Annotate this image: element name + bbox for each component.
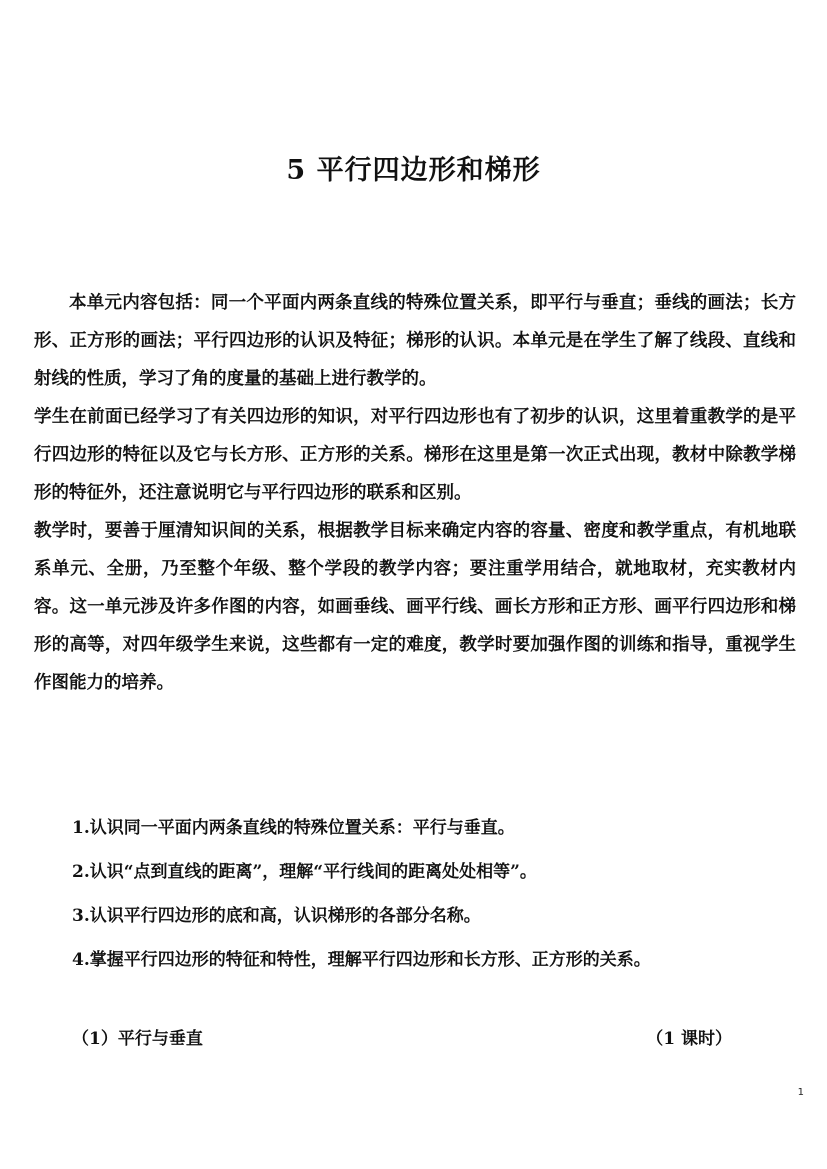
objective-item: 2.认识“点到直线的距离”，理解“平行线间的距离处处相等”。 — [72, 862, 537, 882]
lesson-heading — [72, 1021, 732, 1057]
objective-item: 1.认识同一平面内两条直线的特殊位置关系：平行与垂直。 — [72, 818, 515, 838]
lesson-title: （1）平行与垂直 — [72, 1029, 203, 1049]
objective-item: 3.认识平行四边形的底和高，认识梯形的各部分名称。 — [72, 906, 481, 926]
teaching-objectives — [72, 806, 792, 982]
document-title: 5 平行四边形和梯形 — [286, 155, 541, 186]
intro-paragraph-teaching: 教学时，要善于厘清知识间的关系，根据教学目标来确定内容的容量、密度和教学重点，有机地联系单元、全册，乃至整个年级、整个学段的教学内容；要注重学用结合，就地取材，充实教材内容。这一单元涉及许多作图的内容，如画垂线、画平行线、画长方形和正方形、画平行四边形和梯形的高等，对四年级学生来说，这些都有一定的难度，教学时要加强作图的训练和指导，重视学生作图能力的培养。 — [34, 521, 796, 693]
intro-paragraph-content: 本单元内容包括：同一个平面内两条直线的特殊位置关系，即平行与垂直；垂线的画法；长方形、正方形的画法；平行四边形的认识及特征；梯形的认识。本单元是在学生了解了线段、直线和射线的性质，学习了角的度量的基础上进行教学的。 — [34, 293, 796, 389]
unit-introduction — [34, 284, 796, 702]
page-number: 1 — [797, 1087, 804, 1098]
lesson-duration: （1 课时） — [646, 1029, 732, 1049]
intro-paragraph-students: 学生在前面已经学习了有关四边形的知识，对平行四边形也有了初步的认识，这里着重教学的是平行四边形的特征以及它与长方形、正方形的关系。梯形在这里是第一次正式出现，教材中除教学梯形的特征外，还注意说明它与平行四边形的联系和区别。 — [34, 407, 796, 503]
objective-item: 4.掌握平行四边形的特征和特性，理解平行四边形和长方形、正方形的关系。 — [72, 950, 651, 970]
